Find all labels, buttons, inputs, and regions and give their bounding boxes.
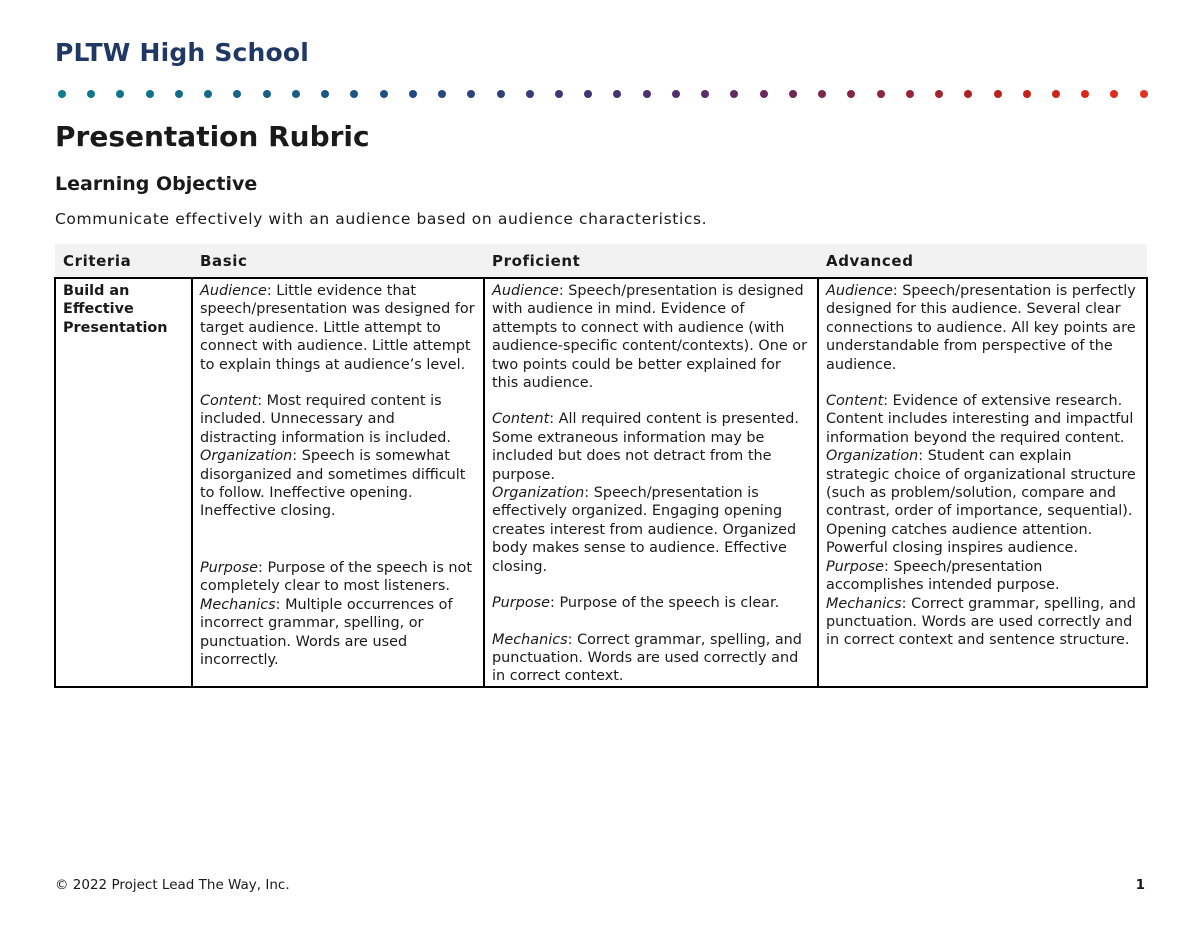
segment-label: Mechanics — [200, 596, 276, 613]
divider-dot — [233, 90, 241, 98]
divider-dot — [555, 90, 563, 98]
advanced-cell — [818, 278, 1147, 687]
criteria-cell — [55, 278, 192, 687]
segment-text: : Evidence of extensive research. Content includes interesting and impactful information beyond the required content. — [826, 393, 1134, 446]
divider-dot — [1023, 90, 1031, 98]
advanced-audience — [826, 282, 1139, 374]
proficient-organization — [492, 484, 810, 576]
advanced-organization — [826, 447, 1139, 557]
segment-label: Mechanics — [492, 631, 568, 648]
divider-dot — [672, 90, 680, 98]
proficient-mechanics — [492, 631, 810, 686]
criteria-line: Build an — [63, 283, 130, 299]
segment-label: Purpose — [826, 558, 885, 575]
divider-dot — [1140, 90, 1148, 98]
divider-dot — [935, 90, 943, 98]
learning-objective-text: Communicate effectively with an audience based on audience characteristics. — [55, 210, 708, 228]
brand-title: PLTW High School — [55, 38, 310, 67]
divider-dot — [760, 90, 768, 98]
divider-dot — [789, 90, 797, 98]
page-title: Presentation Rubric — [55, 120, 370, 153]
segment-label: Audience — [826, 283, 893, 299]
divider-dot — [1081, 90, 1089, 98]
divider-dot — [847, 90, 855, 98]
divider-dot — [438, 90, 446, 98]
divider-dot — [906, 90, 914, 98]
page-number: 1 — [1135, 877, 1145, 893]
proficient-content — [492, 410, 810, 484]
advanced-purpose — [826, 558, 1139, 595]
section-heading: Learning Objective — [55, 173, 258, 195]
divider-dot — [116, 90, 124, 98]
divider-dot — [292, 90, 300, 98]
divider-dot — [380, 90, 388, 98]
segment-label: Content — [492, 411, 550, 428]
divider-dot — [526, 90, 534, 98]
divider-dot — [730, 90, 738, 98]
divider-dot — [175, 90, 183, 98]
divider-dot — [350, 90, 358, 98]
basic-mechanics — [200, 596, 476, 670]
copyright-footer: © 2022 Project Lead The Way, Inc. — [55, 877, 290, 893]
basic-organization — [200, 447, 476, 521]
table-header-row — [55, 244, 1147, 278]
proficient-audience — [492, 282, 810, 392]
segment-text: : Speech/presentation is perfectly designed for this audience. Several clear connections to audience. All key points are understandable from perspective of the audience. — [826, 283, 1136, 373]
rubric-table — [54, 244, 1148, 688]
divider-dot — [1052, 90, 1060, 98]
divider-dot — [467, 90, 475, 98]
segment-text: : All required content is presented. Some extraneous information may be included but does not detract from the purpose. — [492, 411, 799, 483]
basic-cell — [192, 278, 484, 687]
divider-dot — [613, 90, 621, 98]
segment-label: Purpose — [200, 559, 259, 576]
column-header-basic: Basic — [192, 244, 484, 278]
divider-dot — [58, 90, 66, 98]
segment-label: Organization — [826, 448, 919, 465]
column-header-advanced: Advanced — [818, 244, 1147, 278]
segment-text: : Speech/presentation accomplishes intended purpose. — [826, 558, 1060, 594]
segment-label: Audience — [200, 283, 267, 299]
divider-dot — [409, 90, 417, 98]
column-header-criteria: Criteria — [55, 244, 192, 278]
basic-purpose — [200, 559, 476, 596]
divider-dot — [994, 90, 1002, 98]
divider-dot — [964, 90, 972, 98]
segment-label: Audience — [492, 283, 559, 299]
segment-label: Organization — [200, 448, 293, 465]
divider-dot — [263, 90, 271, 98]
segment-label: Content — [200, 393, 258, 410]
divider-dot — [497, 90, 505, 98]
proficient-cell — [484, 278, 818, 687]
column-header-proficient: Proficient — [484, 244, 818, 278]
segment-text: : Purpose of the speech is clear. — [550, 595, 780, 612]
decorative-dot-divider — [58, 88, 1148, 100]
advanced-content — [826, 392, 1139, 447]
criteria-line: Effective — [63, 301, 134, 318]
segment-label: Mechanics — [826, 595, 902, 612]
segment-label: Purpose — [492, 595, 551, 612]
segment-text: : Most required content is included. Unnecessary and distracting information is included. — [200, 393, 451, 446]
divider-dot — [1110, 90, 1118, 98]
proficient-purpose — [492, 594, 810, 612]
segment-text: : Little evidence that speech/presentation was designed for target audience. Little attempt to connect with audience. Little attempt to explain things at audience’s level. — [200, 283, 475, 373]
segment-text: : Speech/presentation is designed with audience in mind. Evidence of attempts to connect with audience (with audience-specific content/contexts). One or two points could be better explained for this audience. — [492, 283, 807, 392]
segment-text: : Correct grammar, spelling, and punctuation. Words are used correctly and in correct context. — [492, 631, 802, 685]
segment-text: : Speech is somewhat disorganized and sometimes difficult to follow. Ineffective opening. Ineffective closing. — [200, 448, 466, 520]
divider-dot — [146, 90, 154, 98]
segment-text: : Speech/presentation is effectively organized. Engaging opening creates interest from audience. Organized body makes sense to audience. Effective closing. — [492, 485, 797, 575]
segment-text: : Multiple occurrences of incorrect grammar, spelling, or punctuation. Words are used incorrectly. — [200, 596, 453, 668]
basic-audience — [200, 282, 476, 374]
criteria-line: Presentation — [63, 319, 168, 336]
divider-dot — [701, 90, 709, 98]
table-row — [55, 278, 1147, 687]
divider-dot — [643, 90, 651, 98]
advanced-mechanics — [826, 595, 1139, 650]
divider-dot — [204, 90, 212, 98]
segment-text: : Student can explain strategic choice of organizational structure (such as problem/solution, compare and contrast, order of importance, sequential). Opening catches audience attention. Powerful closing inspires audience. — [826, 448, 1136, 557]
divider-dot — [818, 90, 826, 98]
divider-dot — [877, 90, 885, 98]
segment-label: Organization — [492, 485, 585, 502]
segment-text: : Purpose of the speech is not completely clear to most listeners. — [200, 559, 472, 595]
segment-text: : Correct grammar, spelling, and punctuation. Words are used correctly and in correct context and sentence structure. — [826, 595, 1136, 649]
divider-dot — [584, 90, 592, 98]
divider-dot — [87, 90, 95, 98]
segment-label: Content — [826, 393, 884, 410]
divider-dot — [321, 90, 329, 98]
basic-content — [200, 392, 476, 447]
